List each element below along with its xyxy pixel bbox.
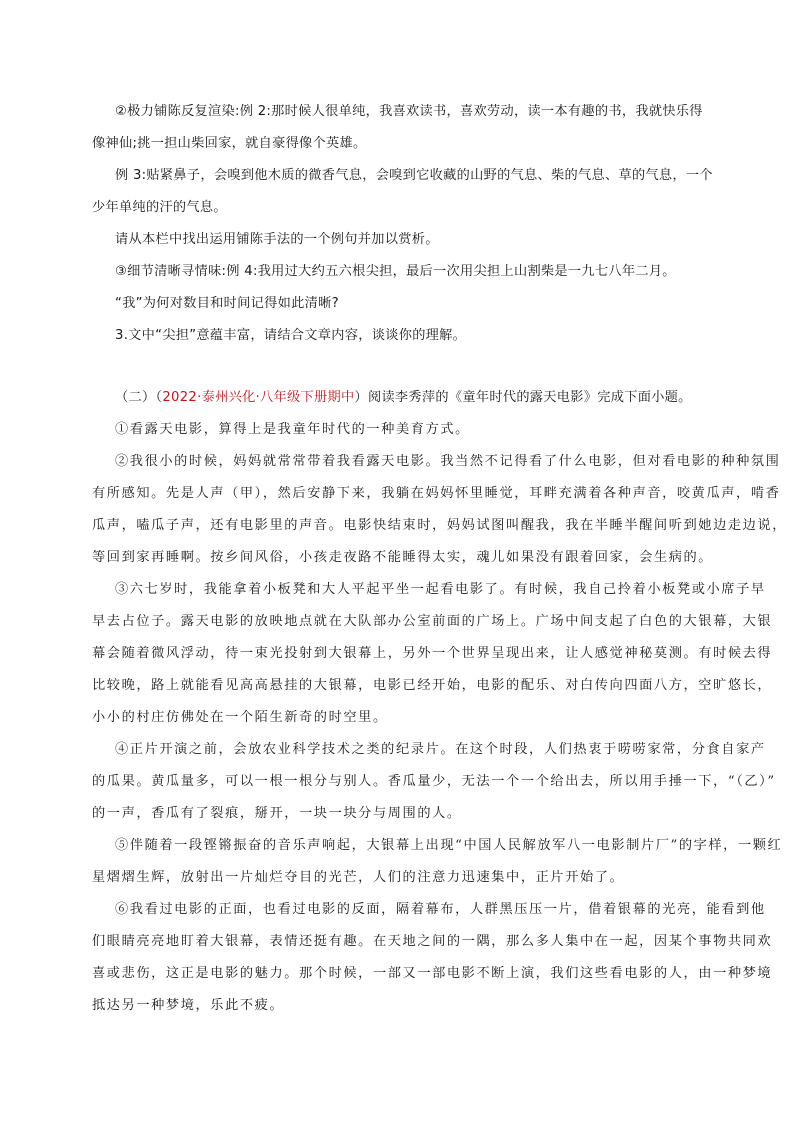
example-2-line-2: 像神仙;挑一担山柴回家，就自豪得像个英雄。 [92,136,367,151]
essay-line: 们眼睛亮亮地盯着大银幕，表情还挺有趣。在天地之间的一隅，那么多人集中在一起，因某个事物共同欢 [92,934,773,949]
essay-line: ②我很小的时候，妈妈就常常带着我看露天电影。我当然不记得看了什么电影，但对看电影的种种氛围 [115,454,781,469]
question-why: “我”为何对数目和时间记得如此清晰? [115,296,339,311]
essay-line: 的一声，香瓜有了裂痕，掰开，一块一块分与周围的人。 [92,806,462,821]
essay-line: 有所感知。先是人声（甲），然后安静下来，我躺在妈妈怀里睡觉，耳畔充满着各种声音，咬黄瓜声，啃香 [92,486,781,501]
method-2-label: ②极力铺陈反复渲染: [115,104,240,119]
essay-line: ①看露天电影，算得上是我童年时代的一种美育方式。 [115,422,470,437]
essay-line: 喜或悲伤，这正是电影的魅力。那个时候，一部又一部电影不断上演，我们这些看电影的人，由一种梦境 [92,966,773,981]
essay-line: ⑤伴随着一段铿锵振奋的音乐声响起，大银幕上出现“中国人民解放军八一电影制片厂”的字样，一颗红 [115,838,783,853]
essay-line: 等回到家再睡啊。按乡间风俗，小孩走夜路不能睡得太实，魂儿如果没有跟着回家，会生病的。 [92,550,714,565]
essay-line: 抵达另一种梦境，乐此不疲。 [92,998,285,1013]
essay-line: 星熠熠生辉，放射出一片灿烂夺目的光芒，人们的注意力迅速集中，正片开始了。 [92,870,625,885]
example-2-line-1: 例 2:那时候人很单纯，我喜欢读书，喜欢劳动，读一本有趣的书，我就快乐得 [239,104,703,119]
essay-line: 比较晚，路上就能看见高高悬挂的大银幕，电影已经开始，电影的配乐、对白传向四面八方，空旷悠长， [92,678,773,693]
essay-line: 小小的村庄仿佛处在一个陌生新奇的时空里。 [92,710,388,725]
section-2-heading [115,388,705,408]
paragraph-method-2 [115,102,705,122]
essay-line: 幕会随着微风浮动，待一束光投射到大银幕上，另外一个世界呈现出来，让人感觉神秘莫测。有时候去得 [92,646,773,661]
paragraph-method-3: ③细节清晰寻情味:例 4:我用过大约五六根尖担，最后一次用尖担上山割柴是一九七八年二月。 [115,264,676,279]
section-instruction: ）阅读李秀萍的《童年时代的露天电影》完成下面小题。 [354,390,692,405]
task-instruction: 请从本栏中找出运用铺陈手法的一个例句并加以赏析。 [115,232,439,247]
essay-line: ③六七岁时，我能拿着小板凳和大人平起平坐一起看电影了。有时候，我自己拎着小板凳或小席子早 [115,582,766,597]
essay-line: ⑥我看过电影的正面，也看过电影的反面，隔着幕布，人群黑压压一片，借着银幕的光亮，能看到他 [115,902,766,917]
essay-line: 瓜声，嗑瓜子声，还有电影里的声音。电影快结束时，妈妈试图叫醒我，我在半睡半醒间听到她边走边说， [92,518,788,533]
source-tag: 2022·泰州兴化·八年级下册期中 [162,390,355,405]
example-3-line-2: 少年单纯的汗的气息。 [92,200,227,215]
essay-line: 早去占位子。露天电影的放映地点就在大队部办公室前面的广场上。广场中间支起了白色的大银幕，大银 [92,614,773,629]
question-3: 3.文中“尖担”意蕴丰富，请结合文章内容，谈谈你的理解。 [115,328,467,343]
section-prefix: （二）（ [115,390,163,405]
essay-line: 的瓜果。黄瓜量多，可以一根一根分与别人。香瓜量少，无法一个一个给出去，所以用手捶一下，“（乙）” [92,774,776,789]
example-3-line-1: 例 3:贴紧鼻子，会嗅到他木质的微香气息，会嗅到它收藏的山野的气息、柴的气息、草的气息，一个 [115,168,713,183]
essay-line: ④正片开演之前，会放农业科学技术之类的纪录片。在这个时段，人们热衷于唠唠家常，分食自家产 [115,742,766,757]
